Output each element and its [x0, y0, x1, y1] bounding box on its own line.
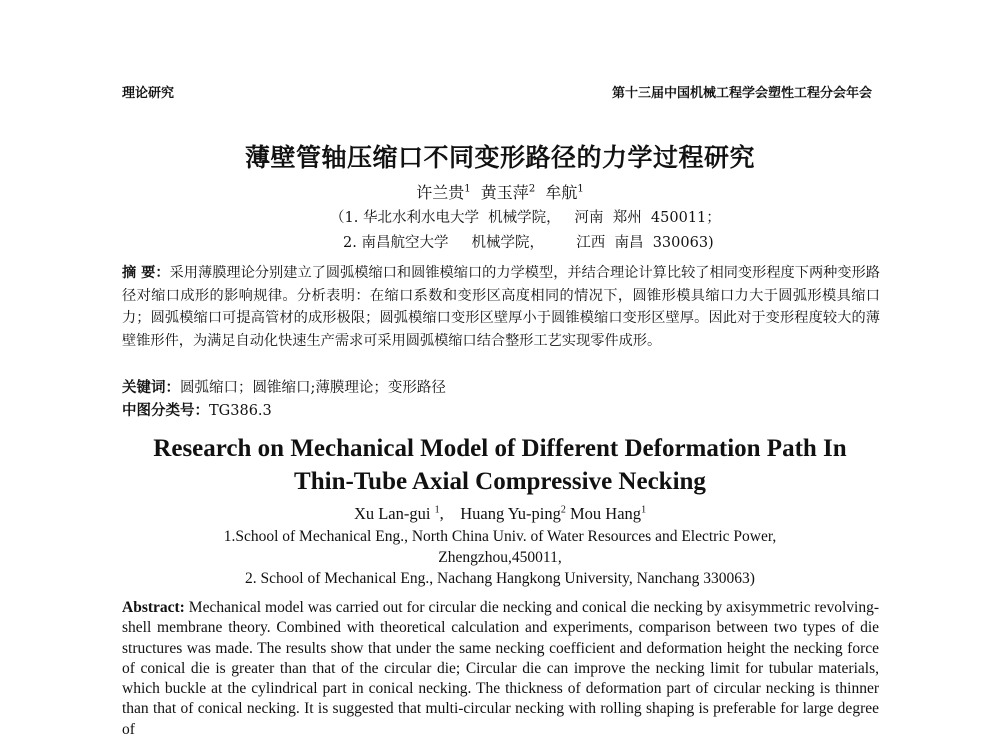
- chinese-abstract-label: 摘 要：: [122, 265, 170, 281]
- author-name: 牟航: [545, 183, 578, 202]
- chinese-keywords-label: 关键词：: [122, 379, 180, 396]
- english-abstract-label: Abstract:: [122, 599, 185, 616]
- author-separator: ,: [439, 504, 444, 523]
- chinese-affiliation-2: 2. 南昌航空大学 机械学院， 江西 南昌 330063): [343, 235, 714, 251]
- author-affiliation-mark: 1: [434, 504, 440, 516]
- english-abstract-text: Mechanical model was carried out for circular die necking and conical die necking by axisymmetric revolving-shell membrane theory. Combined with theoretical calculation and experiments, comparison between two types of die structures was made. The results show that under the same necking coefficient and deformation height the necking force of conical die is greater than that of the circular die; Circular die can improve the necking limit for tubular materials, which buckle at the cylindrical part in conical necking. The thickness of deformation part of circular necking is thinner than that of conical necking. It is suggested that multi-circular necking with rolling shaping is preferable for large degree of: [122, 599, 879, 738]
- running-header-left: 理论研究: [122, 86, 175, 101]
- chinese-affiliation-1: （1. 华北水利水电大学 机械学院， 河南 郑州 450011；: [330, 210, 721, 226]
- author-name: 黄玉萍: [480, 183, 529, 202]
- chinese-classification-label: 中图分类号：: [122, 402, 209, 419]
- english-authors: [0, 504, 1000, 524]
- english-title: [0, 432, 1000, 498]
- author-name: Mou Hang: [570, 504, 642, 523]
- chinese-classification: [122, 399, 272, 420]
- author-affiliation-mark: 1: [641, 504, 647, 516]
- english-title-line-2: Thin-Tube Axial Compressive Necking: [294, 468, 706, 495]
- chinese-abstract: [122, 262, 880, 352]
- author-name: Xu Lan-gui: [353, 504, 431, 523]
- chinese-classification-code: TG386.3: [209, 403, 272, 419]
- author-affiliation-mark: 1: [577, 183, 584, 195]
- english-abstract: [122, 598, 879, 740]
- author-affiliation-mark: 2: [560, 504, 566, 516]
- chinese-authors: [0, 180, 1000, 203]
- english-affiliation-1: 1.School of Mechanical Eng., North China Univ. of Water Resources and Electric Power,: [223, 528, 777, 545]
- author-affiliation-mark: 1: [464, 183, 471, 195]
- chinese-keywords-text: 圆弧缩口；圆锥缩口;薄膜理论；变形路径: [180, 380, 446, 396]
- author-name: Huang Yu-ping: [460, 504, 561, 523]
- chinese-keywords: [122, 376, 446, 397]
- english-affiliation-2: 2. School of Mechanical Eng., Nachang Hangkong University, Nanchang 330063): [245, 570, 755, 587]
- author-name: 许兰贵: [416, 183, 465, 202]
- author-affiliation-mark: 2: [528, 183, 536, 195]
- chinese-abstract-text: 采用薄膜理论分别建立了圆弧模缩口和圆锥模缩口的力学模型，并结合理论计算比较了相同变形程度下两种变形路径对缩口成形的影响规律。分析表明：在缩口系数和变形区高度相同的情况下，圆锥形模具缩口力大于圆弧形模具缩口力；圆弧模缩口可提高管材的成形极限；圆弧模缩口变形区壁厚小于圆锥模缩口变形区壁厚。因此对于变形程度较大的薄壁锥形件，为满足自动化快速生产需求可采用圆弧模缩口结合整形工艺实现零件成形。: [122, 265, 880, 349]
- running-header-right: 第十三届中国机械工程学会塑性工程分会年会: [611, 86, 872, 101]
- chinese-title: 薄壁管轴压缩口不同变形路径的力学过程研究: [244, 143, 755, 172]
- english-title-line-1: Research on Mechanical Model of Different Deformation Path In: [153, 435, 847, 462]
- english-affiliation-1-city: Zhengzhou,450011,: [438, 549, 562, 566]
